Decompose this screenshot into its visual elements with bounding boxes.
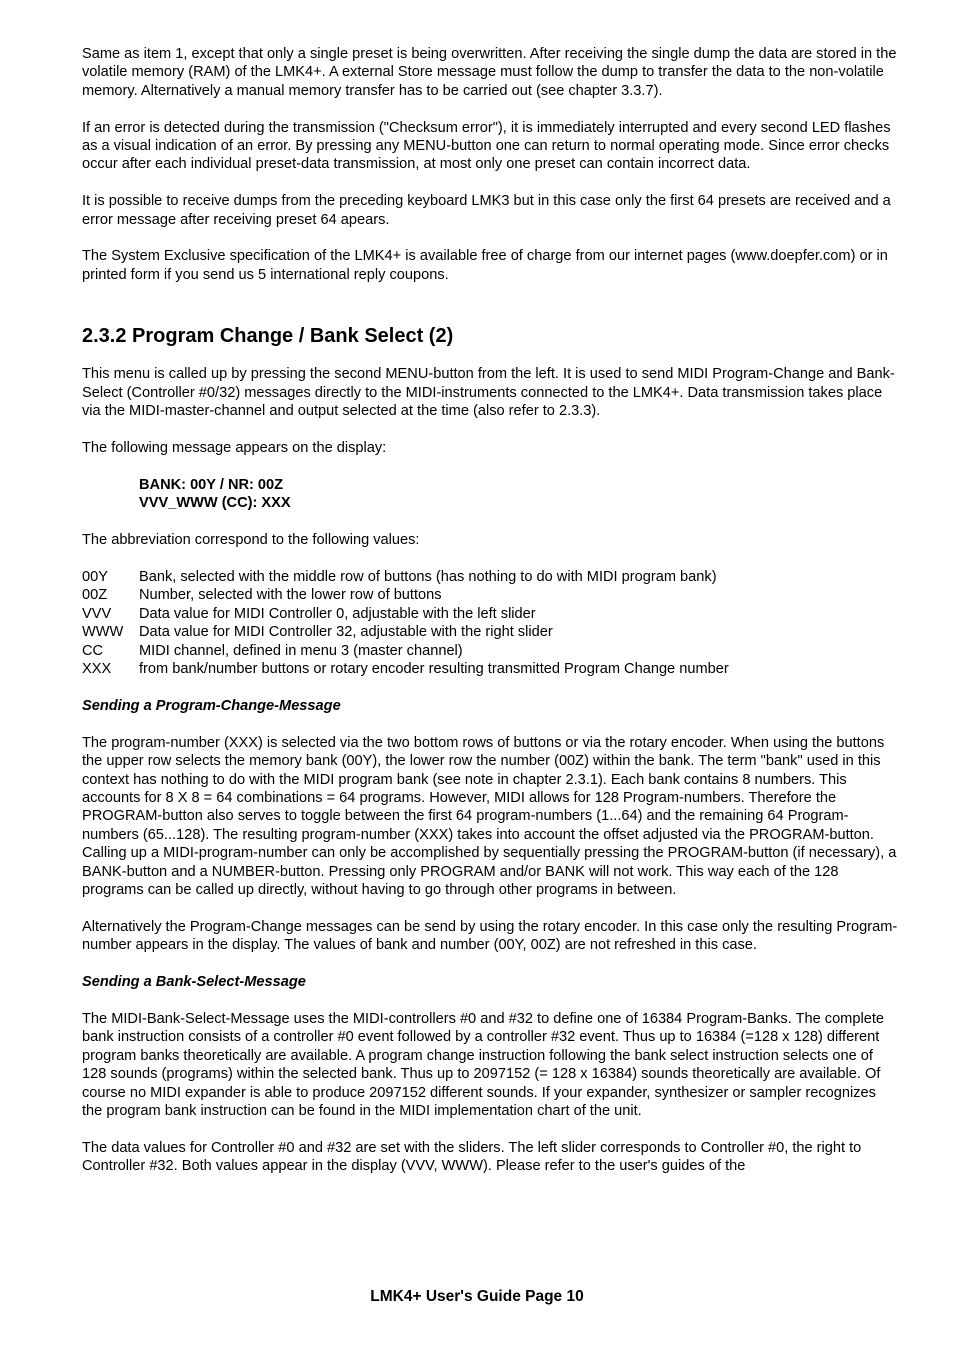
abbr-desc: Data value for MIDI Controller 32, adjustable with the right slider	[139, 624, 553, 641]
paragraph-bank-select: The MIDI-Bank-Select-Message uses the MIDI-controllers #0 and #32 to define one of 16384 Program-Banks. The complete bank instruction consists of a controller #0 event followed by a controller #32 event. Thus up to 16384 (=128 x 128) different program banks theoretically are available. A program change instruction following the bank select instruction selects one of 128 sounds (programs) within the selected bank. Thus up to 2097152 (= 128 x 16384) sounds theoretically are available. Of course no MIDI expander is able to produce 2097152 different sounds. If your expander, synthesizer or sampler recognizes the program bank instruction can be found in the MIDI implementation chart of the unit.	[82, 1010, 884, 1119]
paragraph-rotary-encoder: Alternatively the Program-Change messages can be send by using the rotary encoder. In this case only the resulting Program-number appears in the display. The values of bank and number (00Y, 00Z) are not refreshed in this case.	[82, 918, 898, 954]
abbr-code: CC	[82, 642, 104, 659]
abbr-code: 00Z	[82, 587, 108, 604]
subheading-bank-select: Sending a Bank-Select-Message	[82, 974, 306, 991]
display-line: VVV_WWW (CC): XXX	[139, 495, 291, 512]
paragraph-checksum-error: If an error is detected during the transmission ("Checksum error"), it is immediately interrupted and every second LED flashes as a visual indication of an error. By pressing any MENU-button one can return to normal operating mode. Since error checks occur after each individual preset-data transmission, at most only one preset can contain incorrect data.	[82, 119, 891, 173]
abbr-desc: Bank, selected with the middle row of buttons (has nothing to do with MIDI program bank)	[139, 568, 717, 585]
paragraph-calling-program: Calling up a MIDI-program-number can only be accomplished by sequentially pressing the PROGRAM-button (if necessary), a BANK-button and a NUMBER-button. Pressing only PROGRAM and/or BANK will not work. This way each of the 128 programs can be called up directly, without having to go through other programs in between.	[82, 845, 897, 899]
abbr-code: VVV	[82, 605, 112, 622]
subheading-program-change: Sending a Program-Change-Message	[82, 698, 341, 715]
paragraph-single-dump: Same as item 1, except that only a single preset is being overwritten. After receiving the single dump the data are stored in the volatile memory (RAM) of the LMK4+. A external Store message must follow the dump to transfer the data to the non-volatile memory. Alternatively a manual memory transfer has to be carried out (see chapter 3.3.7).	[82, 46, 897, 99]
list-item	[82, 660, 898, 679]
display-line: BANK: 00Y / NR: 00Z	[139, 476, 284, 493]
abbr-code: 00Y	[82, 568, 108, 585]
paragraph-lmk3-dumps: It is possible to receive dumps from the preceding keyboard LMK3 but in this case only the first 64 presets are received and a error message after receiving preset 64 apears.	[82, 193, 891, 228]
page-footer: LMK4+ User's Guide Page 10	[370, 1288, 584, 1305]
paragraph-sysex-spec: The System Exclusive specification of the LMK4+ is available free of charge from our internet pages (www.doepfer.com) or in printed form if you send us 5 international reply coupons.	[82, 248, 888, 283]
list-item	[82, 642, 898, 661]
abbr-desc: Number, selected with the lower row of buttons	[139, 587, 442, 604]
paragraph-display-intro: The following message appears on the display:	[82, 439, 387, 456]
paragraph-abbr-intro: The abbreviation correspond to the following values:	[82, 531, 420, 548]
section-heading: 2.3.2 Program Change / Bank Select (2)	[82, 325, 454, 348]
document-page	[82, 45, 898, 1176]
paragraph-sliders: The data values for Controller #0 and #32 are set with the sliders. The left slider corresponds to Controller #0, the right to Controller #32. Both values appear in the display (VVV, WWW). Please refer to the user's guides of the	[82, 1139, 862, 1175]
abbreviation-list	[82, 568, 898, 679]
list-item	[82, 568, 898, 587]
display-message	[139, 476, 898, 513]
paragraph-menu-intro: This menu is called up by pressing the second MENU-button from the left. It is used to send MIDI Program-Change and Bank-Select (Controller #0/32) messages directly to the MIDI-instruments connected to the LMK4+. Data transmission takes place via the MIDI-master-channel and output selected at the time (also refer to 2.3.3).	[82, 366, 895, 420]
abbr-desc: from bank/number buttons or rotary encoder resulting transmitted Program Change number	[139, 661, 729, 678]
abbr-desc: MIDI channel, defined in menu 3 (master channel)	[139, 642, 463, 659]
list-item	[82, 586, 898, 605]
abbr-code: WWW	[82, 624, 124, 641]
abbr-desc: Data value for MIDI Controller 0, adjustable with the left slider	[139, 605, 536, 622]
list-item	[82, 623, 898, 642]
paragraph-program-number: The program-number (XXX) is selected via the two bottom rows of buttons or via the rotary encoder. When using the buttons the upper row selects the memory bank (00Y), the lower row the number (00Z) within the bank. The term "bank" used in this context has nothing to do with the MIDI program bank (see note in chapter 2.3.1). Each bank contains 8 numbers. This accounts for 8 X 8 = 64 combinations = 64 programs. However, MIDI allows for 128 Program-numbers. Therefore the PROGRAM-button also serves to toggle between the first 64 program-numbers (1...64) and the remaining 64 Program-numbers (65...128). The resulting program-number (XXX) takes into account the offset adjusted via the PROGRAM-button.	[82, 734, 885, 843]
abbr-code: XXX	[82, 661, 112, 678]
list-item	[82, 605, 898, 624]
